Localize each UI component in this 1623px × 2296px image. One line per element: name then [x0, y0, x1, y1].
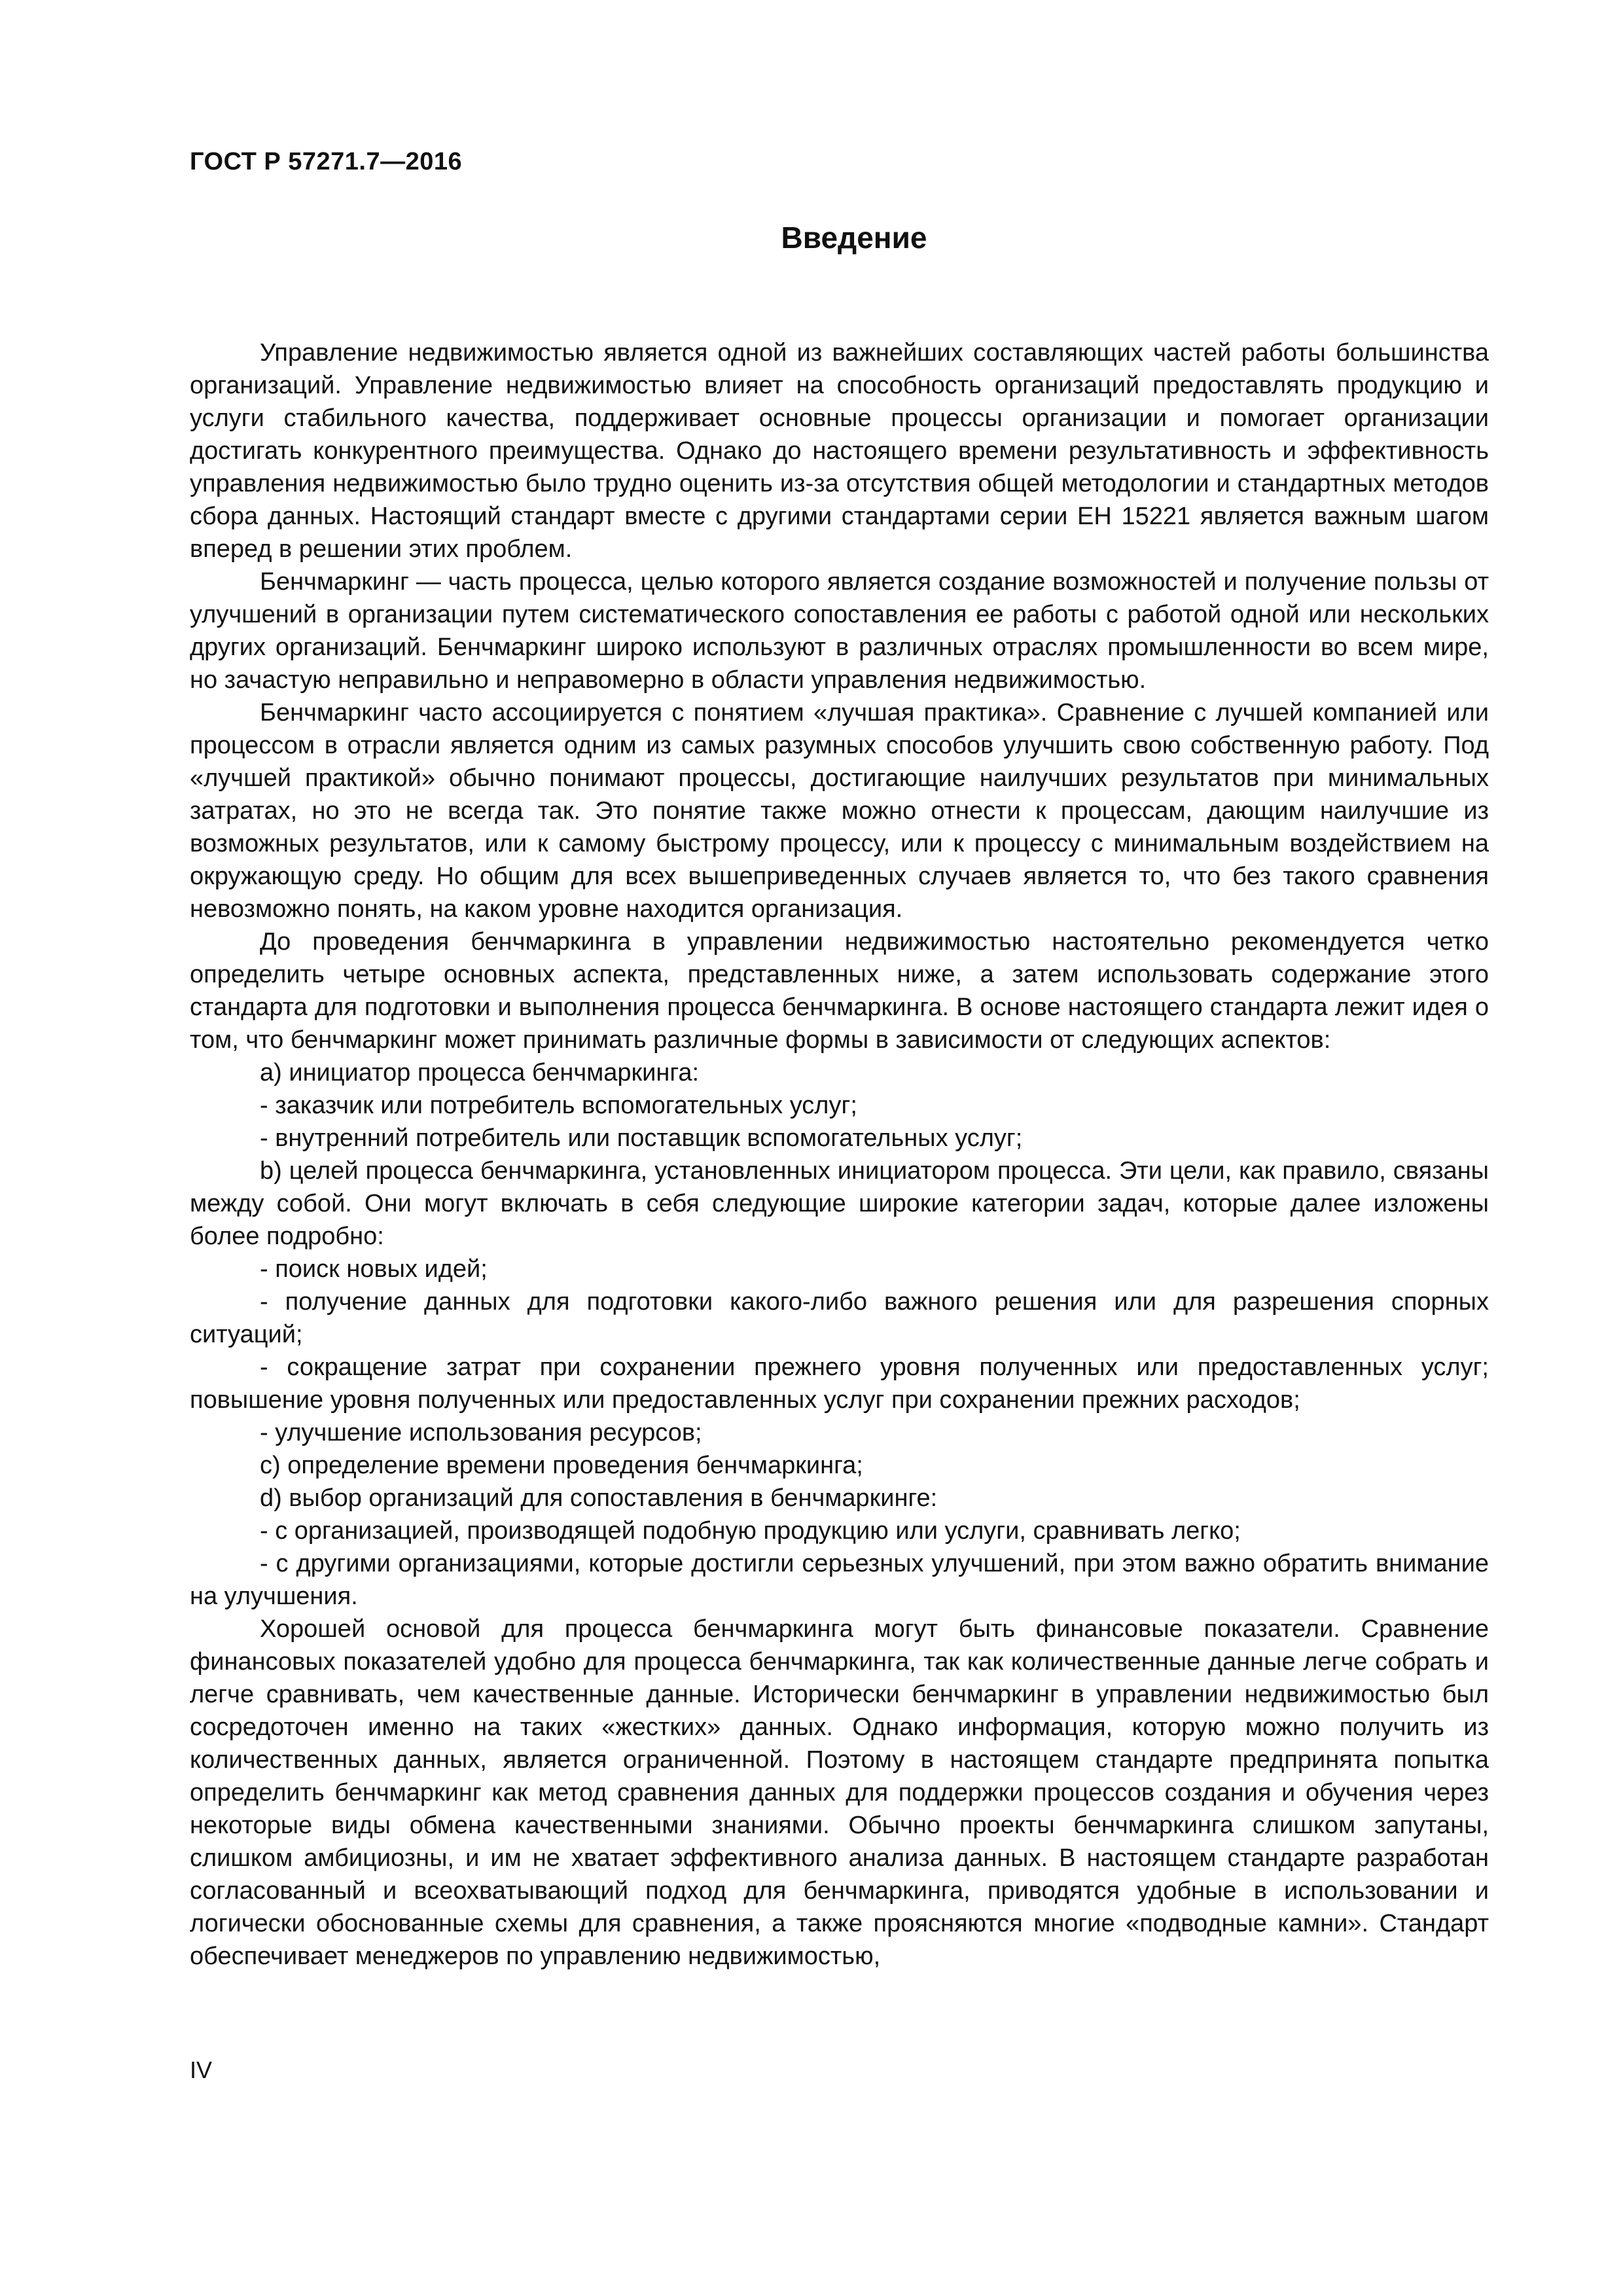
list-item: - внутренний потребитель или поставщик вспомогательных услуг; — [260, 1124, 1023, 1152]
list-item: - с организацией, производящей подобную продукцию или услуги, сравнивать легко; — [260, 1517, 1241, 1545]
document-header: ГОСТ Р 57271.7—2016 — [190, 148, 463, 175]
paragraph: Бенчмаркинг — часть процесса, целью которого является создание возможностей и получение пользы от улучшений в организации путем систематического сопоставления ее работы с работой одной или нескольких других организаций. Бенчмаркинг широко используют в различных отраслях промышленности во всем мире, но зачастую неправильно и неправомерно в области управления недвижимостью. — [190, 568, 1489, 694]
list-item: - улучшение использования ресурсов; — [260, 1419, 702, 1446]
list-item: b) целей процесса бенчмаркинга, установленных инициатором процесса. Эти цели, как правило, связаны между собой. Они могут включать в себя следующие широкие категории задач, которые далее изложены более подробно: — [190, 1157, 1489, 1250]
paragraph: До проведения бенчмаркинга в управлении недвижимостью настоятельно рекомендуется четко определить четыре основных аспекта, представленных ниже, а затем использовать содержание этого стандарта для подготовки и выполнения процесса бенчмаркинга. В основе настоящего стандарта лежит идея о том, что бенчмаркинг может принимать различные формы в зависимости от следующих аспектов: — [190, 928, 1489, 1054]
list-item: - заказчик или потребитель вспомогательных услуг; — [260, 1092, 857, 1119]
list-item: c) определение времени проведения бенчмаркинга; — [260, 1452, 863, 1479]
list-item: d) выбор организаций для сопоставления в бенчмаркинге: — [260, 1484, 938, 1512]
list-item: - сокращение затрат при сохранении прежнего уровня полученных или предоставленных услуг; повышение уровня полученных или предоставленных услуг при сохранении прежних расходов; — [190, 1354, 1489, 1414]
document-body — [190, 336, 1489, 1973]
paragraph: Управление недвижимостью является одной из важнейших составляющих частей работы большинства организаций. Управление недвижимостью влияет на способность организаций предоставлять продукцию и услуги стабильного качества, поддерживает основные процессы организации и помогает организации достигать конкурентного преимущества. Однако до настоящего времени результативность и эффективность управления недвижимостью было трудно оценить из-за отсутствия общей методологии и стандартных методов сбора данных. Настоящий стандарт вместе с другими стандартами серии ЕН 15221 является важным шагом вперед в решении этих проблем. — [190, 339, 1489, 563]
list-item: - получение данных для подготовки какого-либо важного решения или для разрешения спорных ситуаций; — [190, 1288, 1489, 1348]
list-item: a) инициатор процесса бенчмаркинга: — [260, 1059, 700, 1086]
list-item: - с другими организациями, которые достигли серьезных улучшений, при этом важно обратить внимание на улучшения. — [190, 1550, 1489, 1610]
page-number: IV — [190, 2056, 213, 2083]
paragraph: Хорошей основой для процесса бенчмаркинга могут быть финансовые показатели. Сравнение финансовых показателей удобно для процесса бенчмаркинга, так как количественные данные легче собрать и легче сравнивать, чем качественные данные. Исторически бенчмаркинг в управлении недвижимостью был сосредоточен именно на таких «жестких» данных. Однако информация, которую можно получить из количественных данных, является ограниченной. Поэтому в настоящем стандарте предпринята попытка определить бенчмаркинг как метод сравнения данных для поддержки процессов создания и обучения через некоторые виды обмена качественными знаниями. Обычно проекты бенчмаркинга слишком запутаны, слишком амбициозны, и им не хватает эффективного анализа данных. В настоящем стандарте разработан согласованный и всеохватывающий подход для бенчмаркинга, приводятся удобные в использовании и логически обоснованные схемы для сравнения, а также проясняются многие «подводные камни». Стандарт обеспечивает менеджеров по управлению недвижимостью, — [190, 1615, 1489, 1970]
list-item: - поиск новых идей; — [260, 1255, 488, 1283]
section-title: Введение — [781, 221, 927, 255]
paragraph: Бенчмаркинг часто ассоциируется с понятием «лучшая практика». Сравнение с лучшей компанией или процессом в отрасли является одним из самых разумных способов улучшить свою собственную работу. Под «лучшей практикой» обычно понимают процессы, достигающие наилучших результатов при минимальных затратах, но это не всегда так. Это понятие также можно отнести к процессам, дающим наилучшие из возможных результатов, или к самому быстрому процессу, или к процессу с минимальным воздействием на окружающую среду. Но общим для всех вышеприведенных случаев является то, что без такого сравнения невозможно понять, на каком уровне находится организация. — [190, 699, 1489, 923]
